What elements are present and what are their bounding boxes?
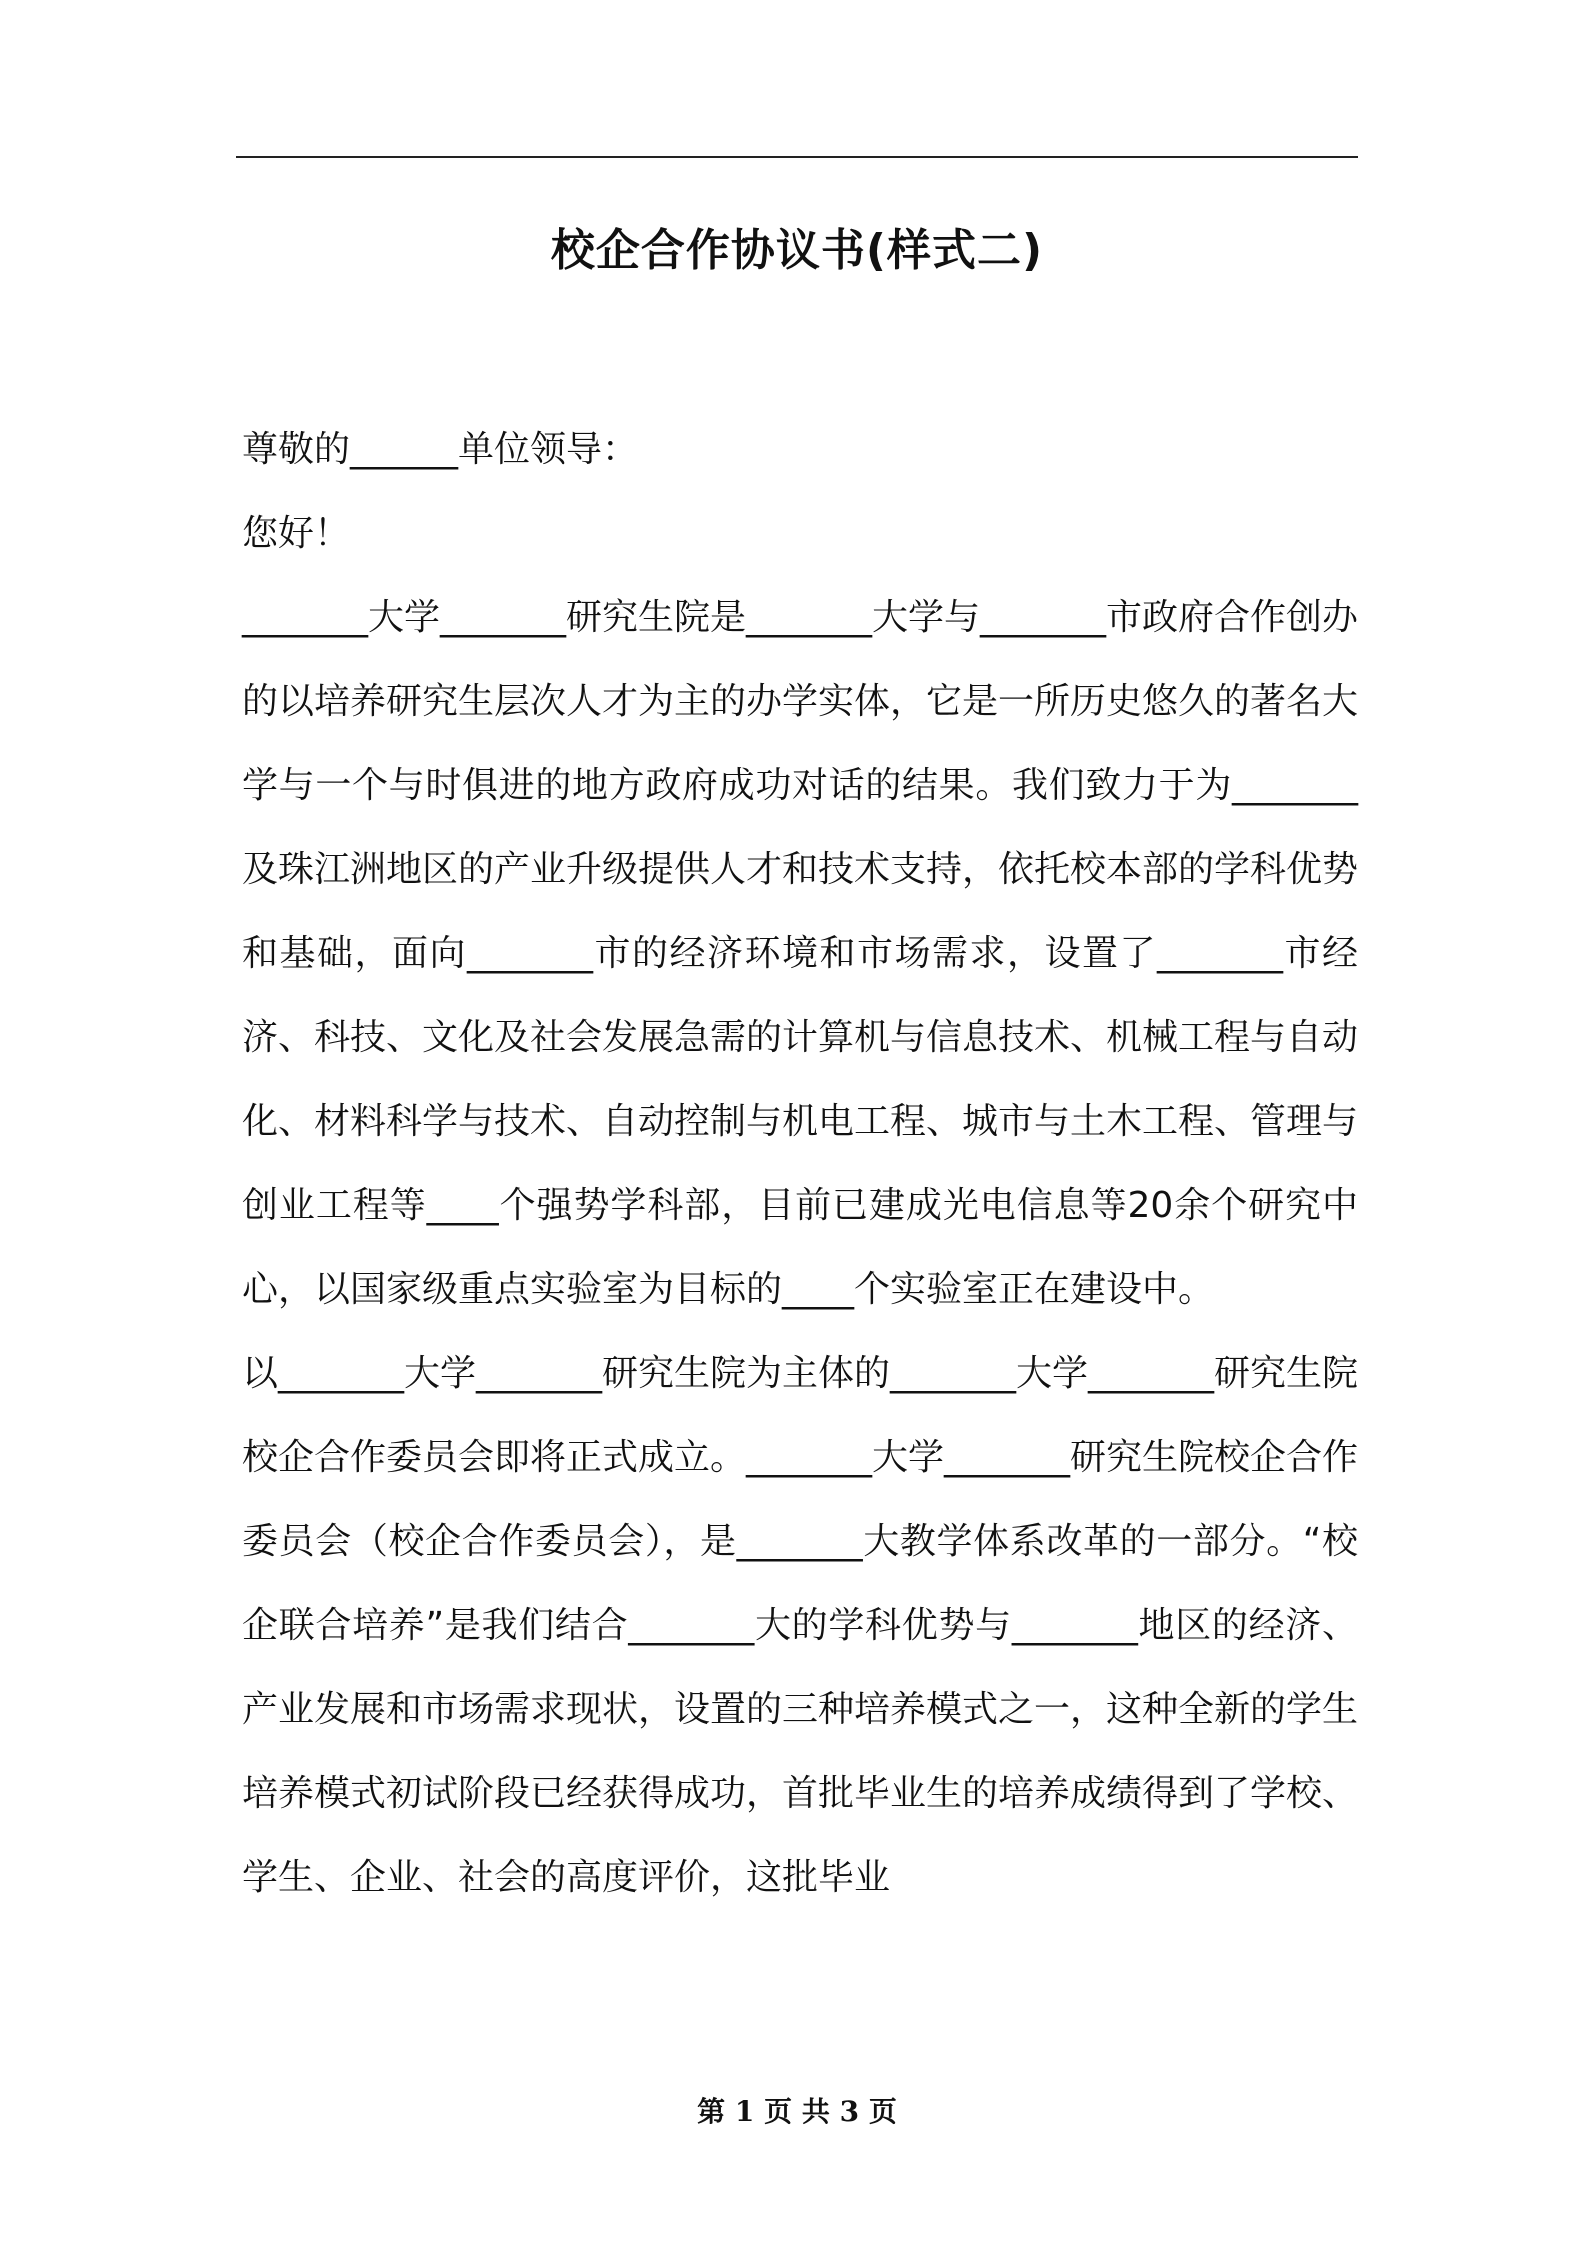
document-body bbox=[242, 408, 1358, 1920]
header-rule bbox=[236, 156, 1358, 158]
greeting: 您好！ bbox=[242, 513, 351, 554]
paragraph-1: _______大学_______研究生院是_______大学与_______市政府合作创办的以培养研究生层次人才为主的办学实体，它是一所历史悠久的著名大学与一个与时俱进的地方政府成功对话的结果。我们致力于为_______及珠江洲地区的产业升级提供人才和技术支持，依托校本部的学科优势和基础，面向_______市的经济环境和市场需求，设置了_______市经济、科技、文化及社会发展急需的计算机与信息技术、机械工程与自动化、材料科学与技术、自动控制与机电工程、城市与土木工程、管理与创业工程等____个强势学科部，目前已建成光电信息等20余个研究中心，以国家级重点实验室为目标的____个实验室正在建设中。 bbox=[242, 597, 1359, 1310]
salutation: 尊敬的______单位领导： bbox=[242, 429, 639, 470]
paragraph-2: 以_______大学_______研究生院为主体的_______大学_______研究生院校企合作委员会即将正式成立。_______大学_______研究生院校企合作委员会（校企合作委员会），是_______大教学体系改革的一部分。“校企联合培养”是我们结合_______大的学科优势与_______地区的经济、产业发展和市场需求现状，设置的三种培养模式之一，这种全新的学生培养模式初试阶段已经获得成功，首批毕业生的培养成绩得到了学校、学生、企业、社会的高度评价，这批毕业 bbox=[242, 1353, 1359, 1898]
page-footer: 第 1 页 共 3 页 bbox=[697, 2095, 897, 2128]
document-title: 校企合作协议书(样式二) bbox=[550, 225, 1044, 276]
